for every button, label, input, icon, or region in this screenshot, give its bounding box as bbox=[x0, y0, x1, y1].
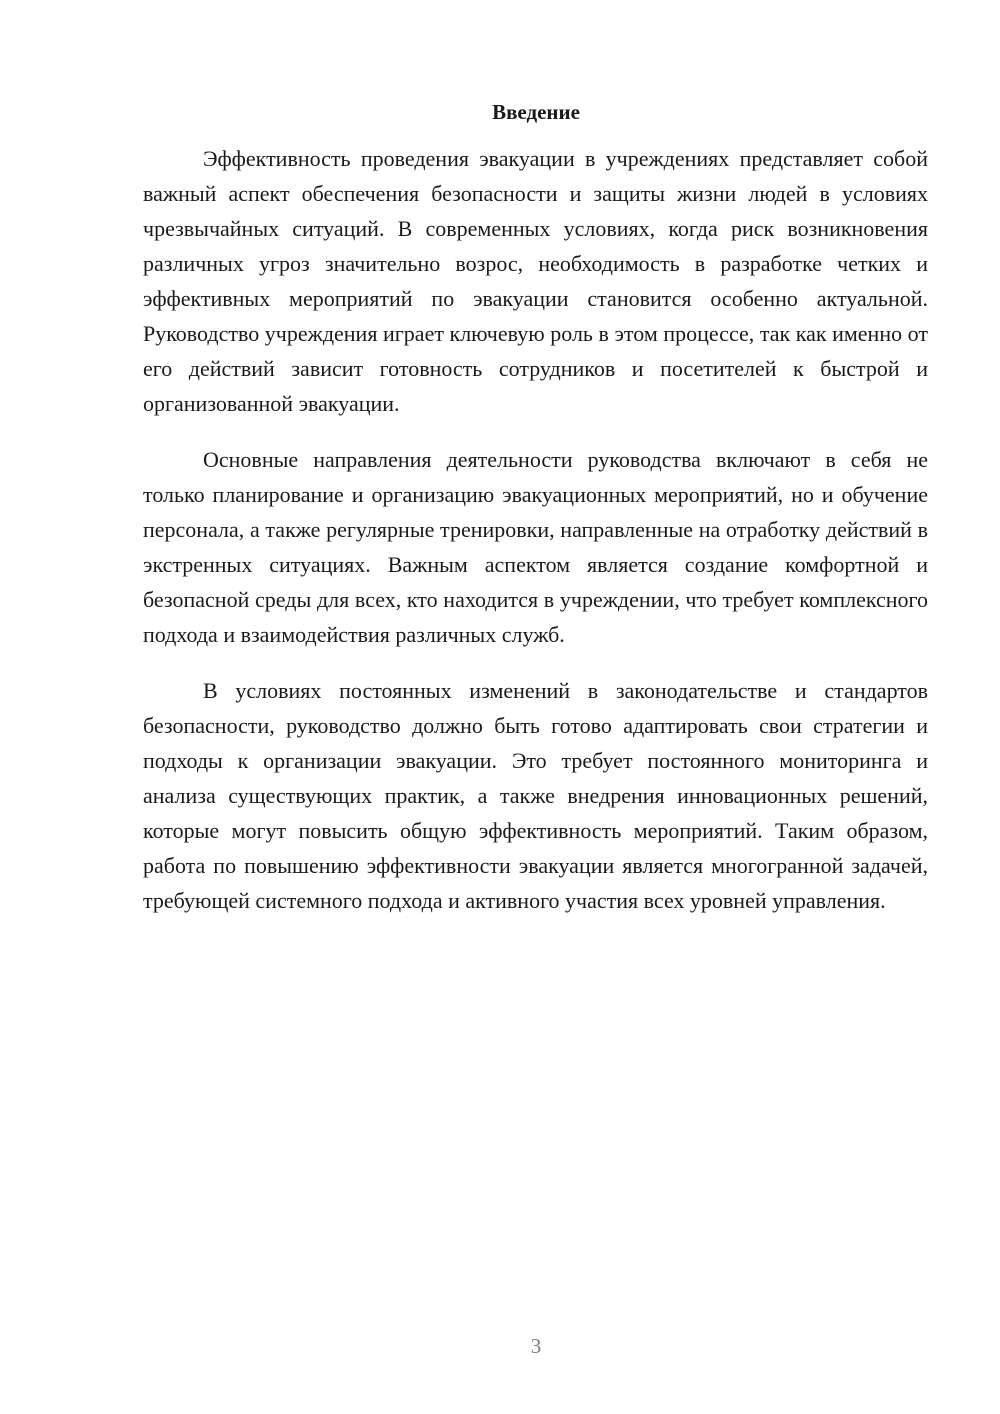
page-number: 3 bbox=[530, 1334, 542, 1358]
paragraph-1: Эффективность проведения эвакуации в учреждениях представляет собой важный аспект обеспечения безопасности и защиты жизни людей в условиях чрезвычайных ситуаций. В современных условиях, когда риск возникновения различных угроз значительно возрос, необходимость в разработке четких и эффективных мероприятий по эвакуации становится особенно актуальной. Руководство учреждения играет ключевую роль в этом процессе, так как именно от его действий зависит готовность сотрудников и посетителей к быстрой и организованной эвакуации. bbox=[143, 146, 928, 416]
paragraph-2: Основные направления деятельности руководства включают в себя не только планирование и организацию эвакуационных мероприятий, но и обучение персонала, а также регулярные тренировки, направленные на отработку действий в экстренных ситуациях. Важным аспектом является создание комфортной и безопасной среды для всех, кто находится в учреждении, что требует комплексного подхода и взаимодействия различных служб. bbox=[143, 447, 928, 647]
document-body bbox=[143, 141, 928, 939]
paragraph-3: В условиях постоянных изменений в законодательстве и стандартов безопасности, руководство должно быть готово адаптировать свои стратегии и подходы к организации эвакуации. Это требует постоянного мониторинга и анализа существующих практик, а также внедрения инновационных решений, которые могут повысить общую эффективность мероприятий. Таким образом, работа по повышению эффективности эвакуации является многогранной задачей, требующей системного подхода и активного участия всех уровней управления. bbox=[143, 678, 928, 913]
page-title: Введение bbox=[492, 100, 580, 124]
